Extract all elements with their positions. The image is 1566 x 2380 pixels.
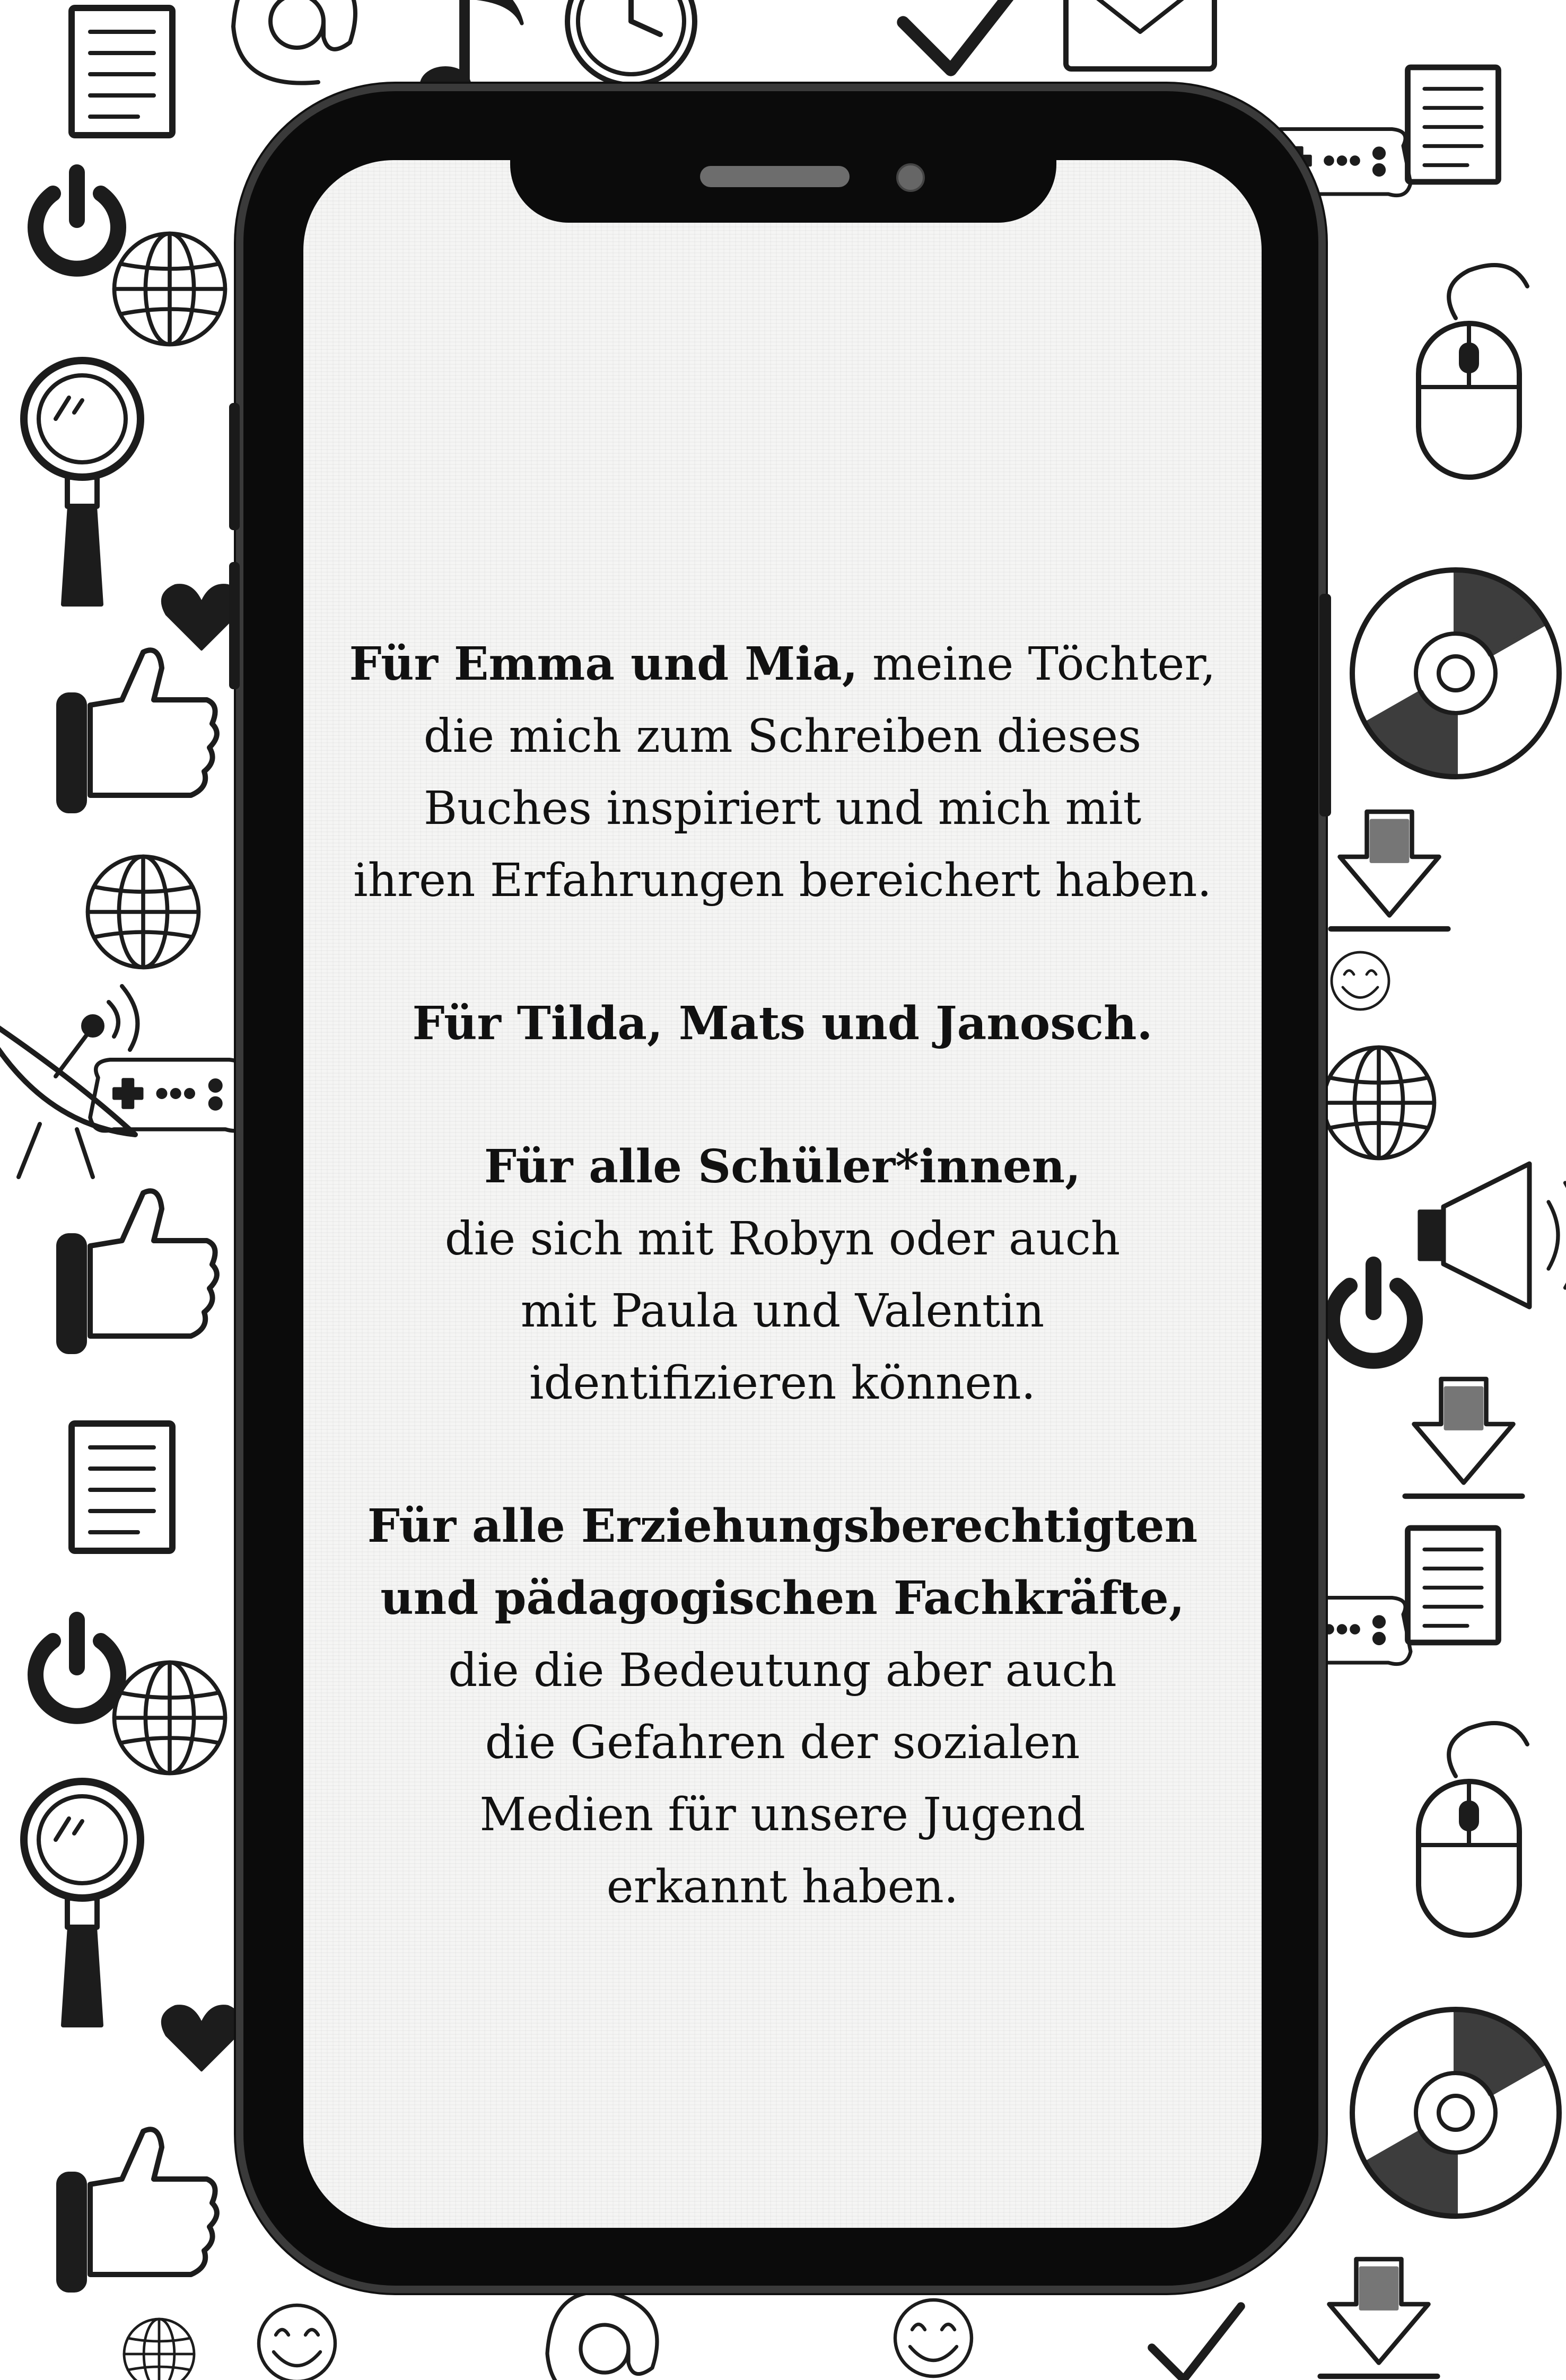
download-icon	[1320, 2259, 1438, 2376]
dedication-heading: Für Emma und Mia,	[349, 637, 858, 691]
power-icon	[36, 1620, 118, 1716]
cd-disc-icon	[1352, 2009, 1559, 2216]
magnifier-icon	[24, 361, 141, 604]
earpiece-speaker	[700, 166, 850, 187]
dedication-block-educators	[303, 1490, 1262, 1923]
clock-icon	[567, 0, 695, 85]
dedication-heading: Für alle Erziehungsberechtigten	[367, 1499, 1198, 1553]
computer-mouse-icon	[1419, 1723, 1527, 1935]
dedication-line: identifizieren können.	[529, 1357, 1036, 1410]
dedication-line: Buches inspiriert und mich mit	[423, 782, 1142, 835]
power-icon	[36, 172, 118, 269]
document-icon	[1408, 67, 1499, 182]
satellite-dish-icon	[0, 986, 137, 1177]
dedication-line: erkannt haben.	[606, 1860, 959, 1913]
dedication-line: die mich zum Schreiben dieses	[423, 710, 1142, 763]
at-sign-icon	[547, 2292, 657, 2380]
magnifier-icon	[24, 1781, 141, 2025]
globe-icon	[115, 234, 225, 345]
download-icon	[1405, 1379, 1523, 1496]
computer-mouse-icon	[1419, 265, 1527, 477]
globe-icon	[124, 2319, 194, 2380]
dedication-heading: Für Tilda, Mats und Janosch.	[412, 997, 1153, 1050]
dedication-heading: Für alle Schüler*innen,	[484, 1140, 1081, 1193]
globe-icon	[1324, 1048, 1434, 1158]
power-icon	[1332, 1264, 1415, 1361]
phone-volume-button	[229, 403, 240, 530]
checkmark-icon	[1152, 2306, 1241, 2379]
dedication-line: die Gefahren der sozialen	[485, 1716, 1080, 1769]
dedication-text	[303, 628, 1262, 1923]
smiley-icon	[259, 2305, 335, 2380]
download-icon	[1331, 812, 1448, 929]
thumbs-up-icon	[58, 650, 217, 811]
smiley-icon	[1332, 952, 1389, 1009]
heart-icon	[162, 2006, 241, 2070]
phone-side-button	[1319, 594, 1331, 816]
dedication-heading: und pädagogischen Fachkräfte,	[380, 1571, 1185, 1625]
cd-disc-icon	[1352, 570, 1559, 777]
dedication-block-students	[303, 1131, 1262, 1419]
dedication-block-family	[303, 988, 1262, 1060]
at-sign-icon	[233, 0, 355, 83]
dedication-line: ihren Erfahrungen bereichert haben.	[353, 854, 1212, 907]
document-icon	[72, 8, 172, 135]
front-camera-icon	[896, 163, 925, 192]
checkmark-icon	[903, 0, 1037, 70]
document-icon	[1408, 1528, 1499, 1643]
gamepad-icon	[90, 1060, 249, 1131]
smiley-icon	[895, 2300, 972, 2376]
thumbs-up-icon	[58, 1191, 217, 1352]
dedication-line: die die Bedeutung aber auch	[448, 1644, 1117, 1697]
mail-icon	[1066, 0, 1214, 69]
megaphone-icon	[1420, 1164, 1566, 1307]
dedication-block-daughters	[303, 628, 1262, 917]
dedication-line: meine Töchter,	[858, 638, 1216, 691]
document-icon	[72, 1424, 172, 1551]
globe-icon	[115, 1663, 225, 1773]
phone-volume-button	[229, 562, 240, 689]
dedication-line: mit Paula und Valentin	[520, 1285, 1045, 1338]
globe-icon	[88, 857, 199, 968]
dedication-line: die sich mit Robyn oder auch	[444, 1213, 1121, 1266]
dedication-line: Medien für unsere Jugend	[479, 1788, 1086, 1841]
thumbs-up-icon	[58, 2129, 217, 2290]
